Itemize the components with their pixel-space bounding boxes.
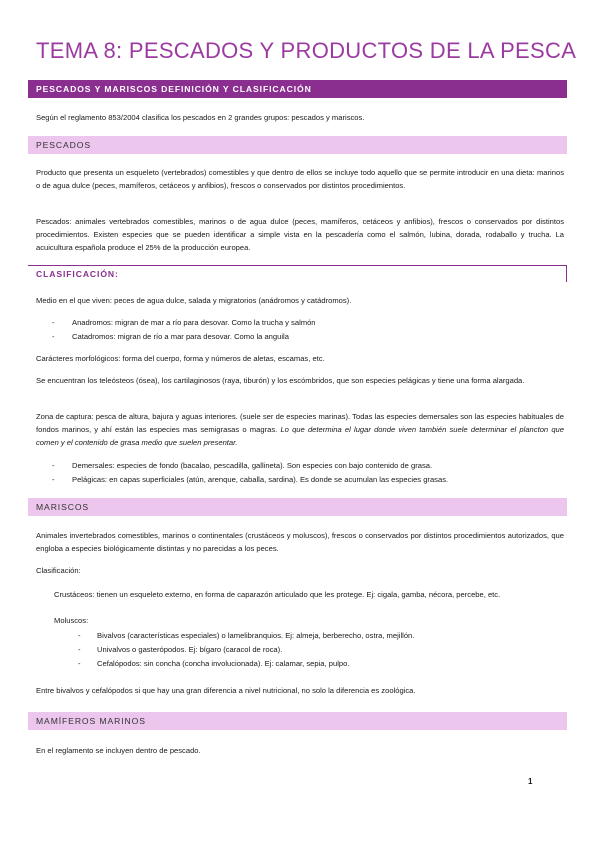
list-item: Anadromos: migran de mar a río para desovar. Como la trucha y salmón [72,318,316,327]
list-dash: - [52,332,55,341]
page-number: 1 [528,777,533,786]
section-header-mariscos: MARISCOS [28,498,567,516]
list-dash: - [78,645,81,654]
list-item: Bivalvos (características especiales) o lamelibranquios. Ej: almeja, berberecho, ostra, mejillón. [97,631,415,640]
moluscos-label: Moluscos: [54,616,89,625]
pescados-definition: Producto que presenta un esqueleto (vertebrados) comestibles y que dentro de ellos se incluye todo aquello que se permite introducir en una dieta: marinos o de agua dulce (peces, mamíferos, cetáceos y anfibios), frescos o conservados por distintos procedimientos. [36,168,564,190]
list-dash: - [52,318,55,327]
crustaceos-paragraph: Crustáceos: tienen un esqueleto externo, en forma de caparazón articulado que les protege. Ej: cigala, gamba, nécora, percebe, etc. [54,590,501,599]
diferencia-paragraph: Entre bivalvos y cefalópodos si que hay una gran diferencia a nivel nutricional, no solo la diferencia es zoológica. [36,686,416,695]
mamiferos-paragraph: En el reglamento se incluyen dentro de pescado. [36,746,201,755]
section-header-pescados: PESCADOS [28,136,567,154]
list-item: Catadromos: migran de río a mar para desovar. Como la anguila [72,332,289,341]
list-dash: - [78,659,81,668]
zona-italic-text: Lo que determina el lugar donde viven también suele determinar el plancton que comen y el contenido de grasa medio que suelen presentar. [36,424,564,447]
list-dash: - [52,475,55,484]
list-dash: - [78,631,81,640]
list-item: Demersales: especies de fondo (bacalao, pescadilla, gallineta). Son especies con bajo contenido de grasa. [72,461,433,470]
intro-paragraph: Según el reglamento 853/2004 clasifica los pescados en 2 grandes grupos: pescados y mariscos. [36,113,365,122]
teleosteos-paragraph: Se encuentran los teleósteos (ósea), los cartilaginosos (raya, tiburón) y los escómbridos, que son especies pelágicas y tiene una forma alargada. [36,376,525,385]
mariscos-clasificacion-label: Clasificación: [36,566,81,575]
morfologicos-paragraph: Carácteres morfológicos: forma del cuerpo, forma y números de aletas, escamas, etc. [36,354,325,363]
section-header-clasificacion: CLASIFICACIÓN: [28,265,567,282]
section-header-definicion: PESCADOS Y MARISCOS DEFINICIÓN Y CLASIFICACIÓN [28,80,567,98]
list-item: Univalvos o gasterópodos. Ej: bígaro (caracol de roca). [97,645,283,654]
pescados-paragraph: Pescados: animales vertebrados comestibles, marinos o de agua dulce (peces, mamíferos, cetáceos y anfibios), frescos o conservados por distintos procedimientos. Existen especies que se pueden identificar a simple vista en la pescadería como el salmón, lubina, dorada, rodaballo y trucha. La acuicultura española produce el 25% de la producción europea. [36,217,564,252]
list-item: Pelágicas: en capas superficiales (atún, arenque, caballa, sardina). Es donde se acumulan las especies grasas. [72,475,449,484]
list-dash: - [52,461,55,470]
section-header-mamiferos: MAMÍFEROS MARINOS [28,712,567,730]
zona-text: Zona de captura: pesca de altura, bajura y aguas interiores. (suele ser de especies marinas). Todas las especies demersales son las especies habituales de fondos marinos, y ahí están las especies mas semigrasas o magras. [36,412,564,434]
list-item: Cefalópodos: sin concha (concha involucionada). Ej: calamar, sepia, pulpo. [97,659,350,668]
document-title: TEMA 8: PESCADOS Y PRODUCTOS DE LA PESCA [36,38,577,63]
mariscos-definition: Animales invertebrados comestibles, marinos o continentales (crustáceos y moluscos), frescos o conservados por distintos procedimientos autorizados, que engloba a especies biológicamente distintas y no parecidas a los peces. [36,531,564,553]
zona-paragraph [36,411,564,449]
medio-paragraph: Medio en el que viven: peces de agua dulce, salada y migratorios (anádromos y catádromos). [36,296,352,305]
